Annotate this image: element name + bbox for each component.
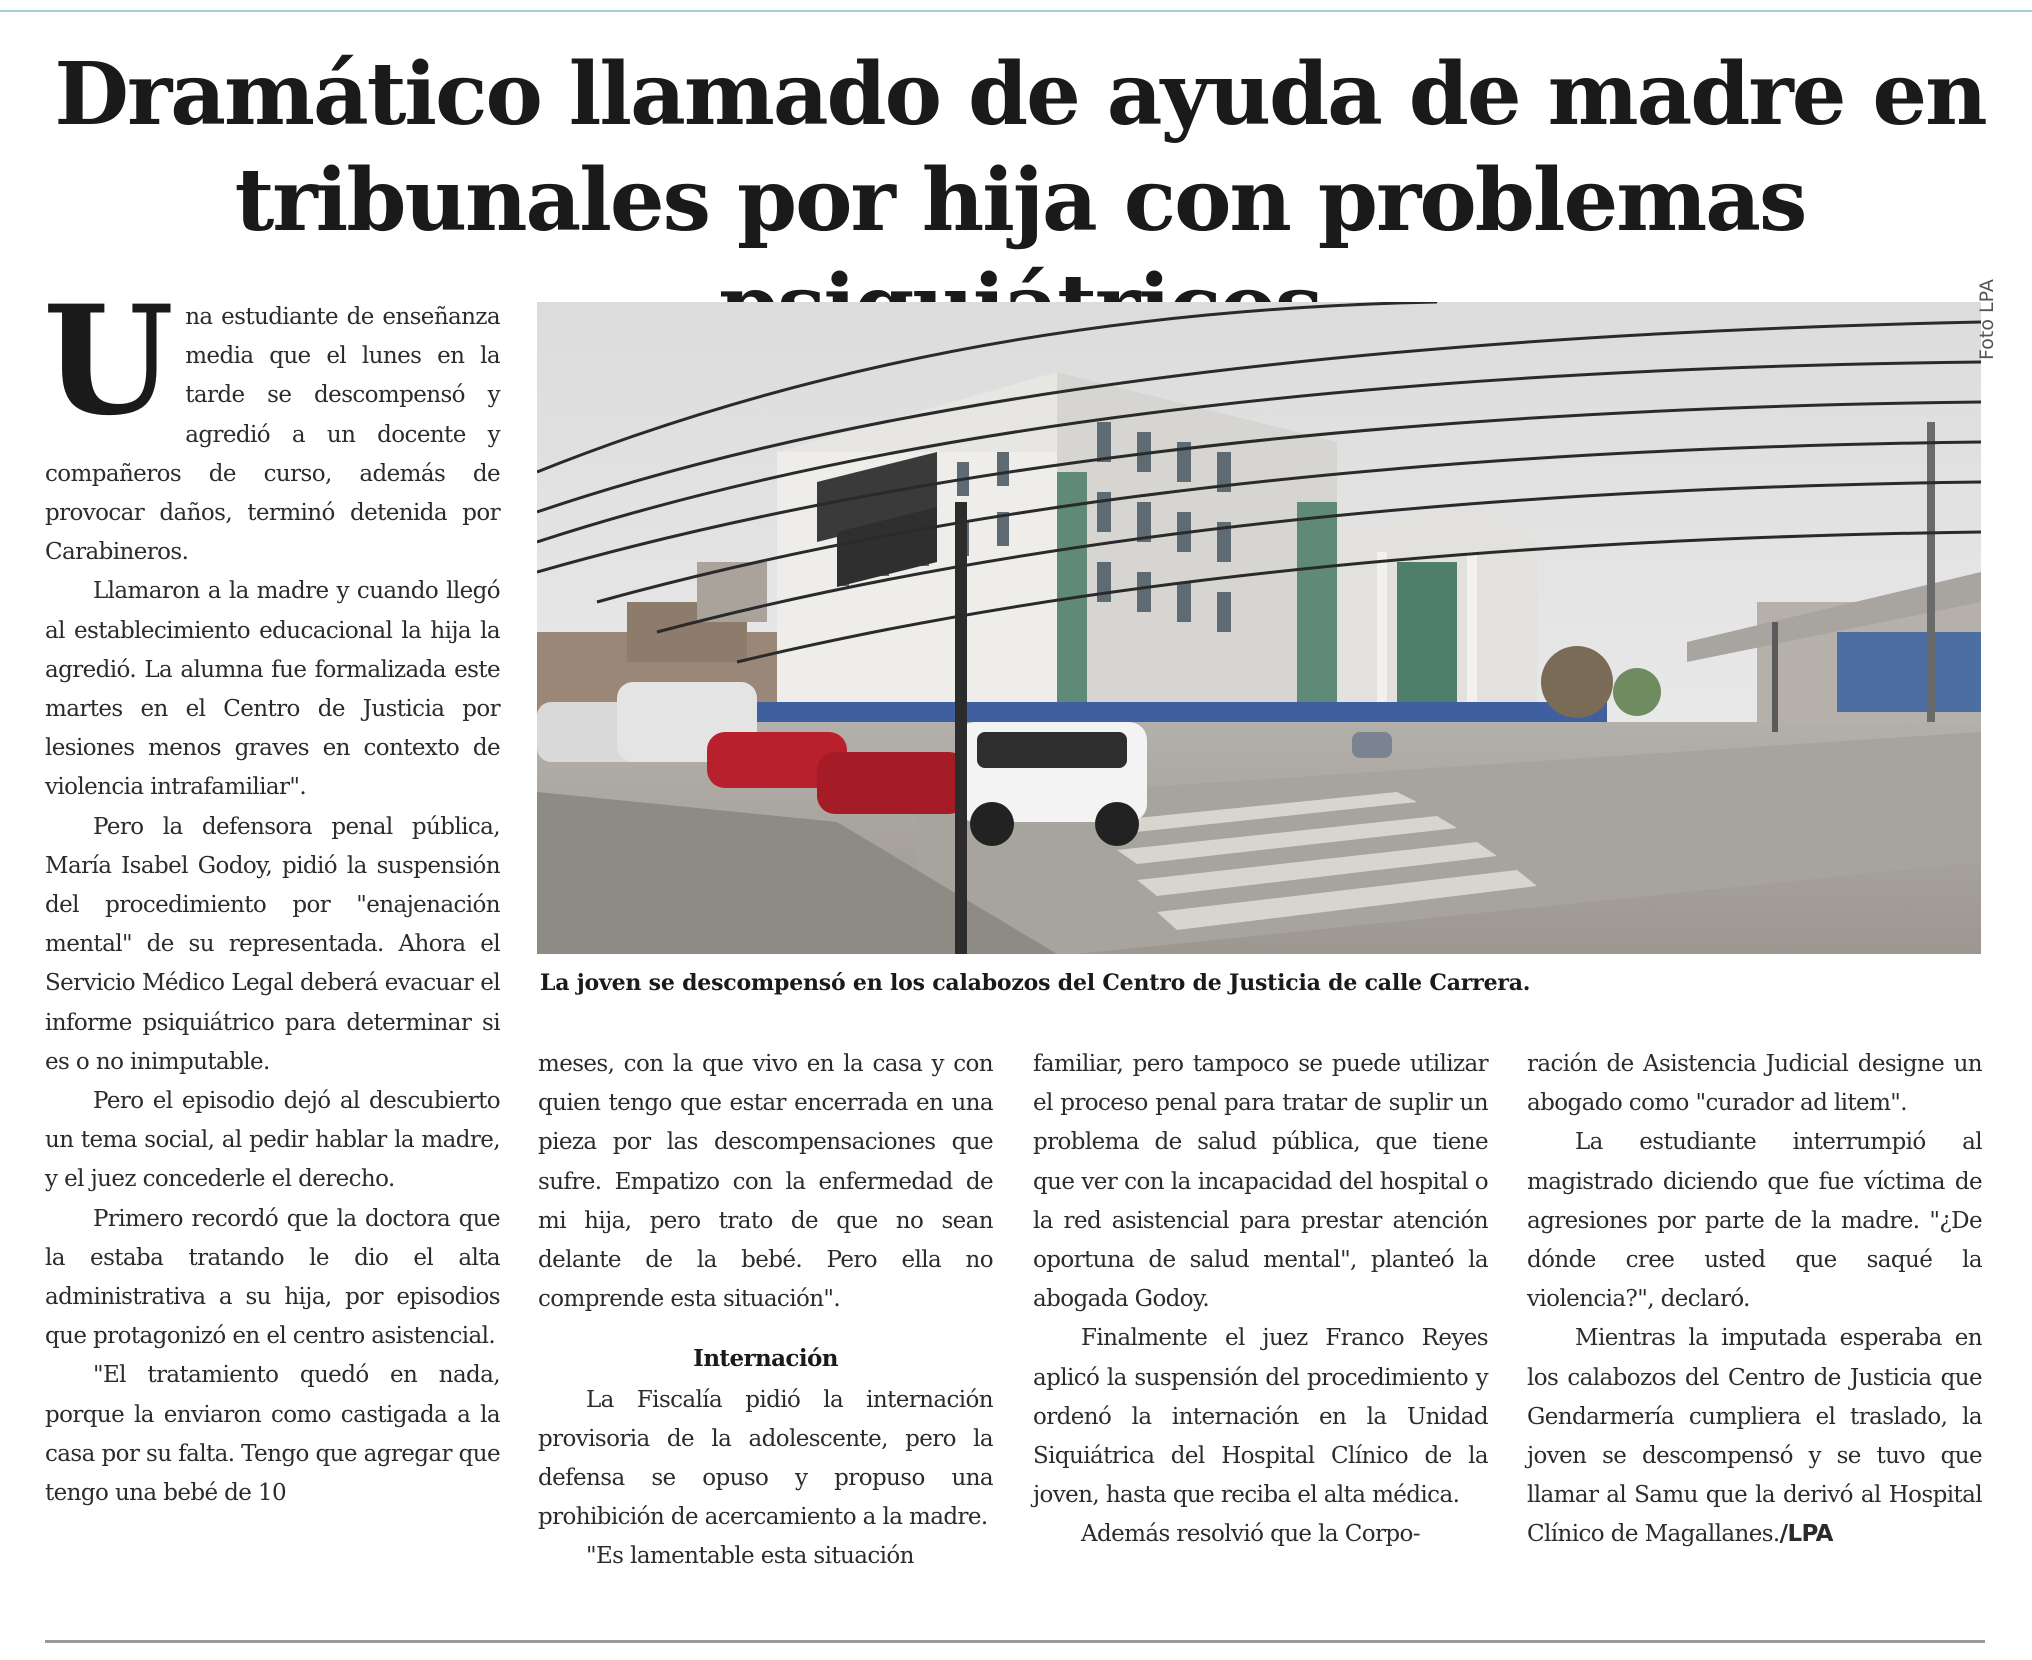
article-paragraph-3: Pero la defensora penal pública, María Isabel Godoy, pidió la suspensión del procedimiento por "enajenación mental" de su representada. Ahora el Servicio Médico Legal deberá evacuar el informe psiquiátrico para determinar si es o no inimputable. — [45, 813, 500, 1075]
photo-credit: Foto LPA — [1976, 279, 1998, 360]
article-paragraph-12 — [1527, 1319, 1982, 1554]
article-paragraph-6: "El tratamiento quedó en nada, porque la enviaron como castigada a la casa por su falta. Tengo que agregar que tengo una bebé de 10 — [45, 1362, 500, 1507]
news-photo — [537, 302, 1981, 954]
article-paragraph-4: Pero el episodio dejó al descubierto un tema social, al pedir hablar la madre, y el juez concederle el derecho. — [45, 1088, 500, 1193]
headline-line-2: tribunales por hija con problemas — [234, 150, 1806, 251]
top-rule — [0, 0, 2032, 12]
article-paragraph-7: La Fiscalía pidió la internación provisoria de la adolescente, pero la defensa se opuso y propuso una prohibición de acercamiento a la madre. — [538, 1386, 993, 1531]
article-paragraph-2: Llamaron a la madre y cuando llegó al establecimiento educacional la hija la agredió. La alumna fue formalizada este martes en el Centro de Justicia por lesiones menos graves en contexto de violencia intrafamiliar". — [45, 578, 500, 801]
headline-line-1: Dramático llamado de ayuda de madre en — [54, 44, 1986, 145]
article-paragraph-10-continued: ración de Asistencia Judicial designe un abogado como "curador ad litem". — [1527, 1051, 1982, 1117]
author-signature: /LPA — [1779, 1521, 1833, 1548]
drop-cap: U — [43, 273, 174, 449]
photo-caption: La joven se descompensó en los calabozos del Centro de Justicia de calle Carrera. — [540, 970, 1531, 996]
section-subhead: Internación — [693, 1345, 838, 1373]
paragraph-1-text: na estudiante de enseñanza media que el lunes en la tarde se descompensó y agredió a un docente y compañeros de curso, además de provocar daños, terminó detenida por Carabineros. — [45, 304, 500, 566]
article-paragraph-5: Primero recordó que la doctora que la estaba tratando le dio el alta administrativa a su hija, por episodios que protagonizó en el centro asistencial. — [45, 1205, 500, 1350]
article-paragraph-1 — [43, 273, 500, 572]
article-column-2 — [538, 1045, 993, 1577]
article-column-3 — [1033, 1045, 1488, 1555]
paragraph-12-text: Mientras la imputada esperaba en los calabozos del Centro de Justicia que Gendarmería cumpliera el traslado, la joven se descompensó y se tuvo que llamar al Samu que la derivó al Hospital Clínico de Magallanes. — [1527, 1325, 1982, 1548]
article-paragraph-6-continued: meses, con la que vivo en la casa y con quien tengo que estar encerrada en una pieza por las descompensaciones que sufre. Empatizo con la enfermedad de mi hija, pero trato de que no sean delante de la bebé. Pero ella no comprende esta situación". — [538, 1051, 993, 1313]
article-paragraph-8-continued: familiar, pero tampoco se puede utilizar el proceso penal para tratar de suplir un problema de salud pública, que tiene que ver con la incapacidad del hospital o la red asistencial para prestar atención oportuna de salud mental", planteó la abogada Godoy. — [1033, 1051, 1488, 1313]
justice-center-photo — [537, 302, 1981, 954]
article-paragraph-8: "Es lamentable esta situación — [586, 1543, 914, 1570]
article-paragraph-10: Además resolvió que la Corpo- — [1081, 1521, 1420, 1548]
article-paragraph-11: La estudiante interrumpió al magistrado diciendo que fue víctima de agresiones por parte de la madre. "¿De dónde cree usted que saqué la violencia?", declaró. — [1527, 1129, 1982, 1313]
bottom-rule — [45, 1640, 1985, 1643]
article-column-4 — [1527, 1045, 1982, 1555]
article-column-1 — [43, 273, 500, 1513]
article-paragraph-9: Finalmente el juez Franco Reyes aplicó la suspensión del procedimiento y ordenó la internación en la Unidad Siquiátrica del Hospital Clínico de la joven, hasta que reciba el alta médica. — [1033, 1325, 1488, 1509]
